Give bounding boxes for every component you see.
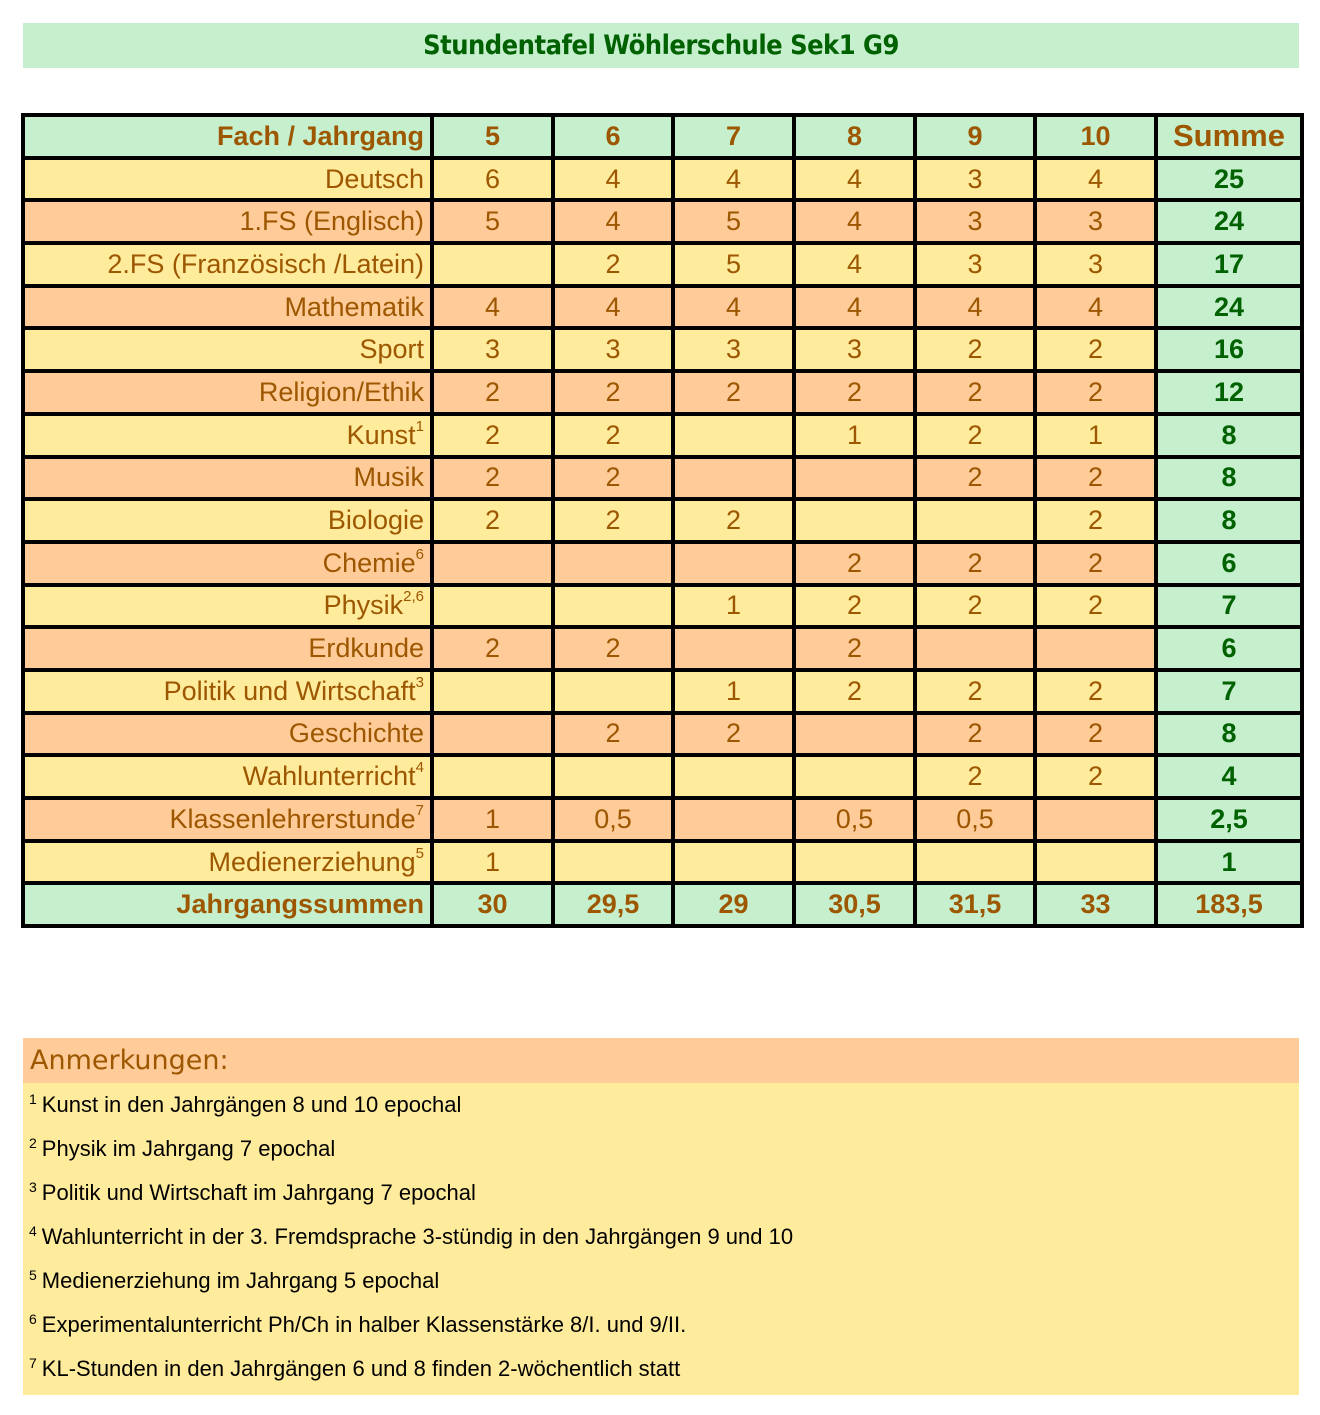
hours-cell: 2	[1035, 371, 1156, 414]
hours-cell	[673, 542, 794, 585]
hours-cell: 2	[1035, 713, 1156, 756]
footnote-marker: 6	[415, 545, 424, 563]
header-grade: 5	[432, 115, 553, 158]
hours-cell	[432, 243, 553, 286]
subject-cell	[23, 414, 432, 457]
hours-cell	[915, 627, 1035, 670]
hours-cell: 1	[673, 670, 794, 713]
header-grade: 8	[794, 115, 915, 158]
hours-cell: 2	[432, 414, 553, 457]
hours-cell: 4	[915, 286, 1035, 329]
hours-cell	[915, 841, 1035, 884]
note-item	[23, 1083, 1299, 1127]
hours-cell: 2	[432, 371, 553, 414]
hours-cell: 2	[553, 499, 673, 542]
subject-cell	[23, 243, 432, 286]
hours-cell: 2	[915, 371, 1035, 414]
hours-cell: 5	[673, 200, 794, 243]
row-sum-cell: 12	[1156, 371, 1302, 414]
page-title: Stundentafel Wöhlerschule Sek1 G9	[423, 30, 899, 61]
hours-cell: 2	[794, 627, 915, 670]
subject-cell	[23, 841, 432, 884]
hours-cell: 2	[553, 243, 673, 286]
subject-cell	[23, 200, 432, 243]
note-text: Kunst in den Jahrgängen 8 und 10 epochal	[41, 1092, 462, 1117]
note-item	[23, 1303, 1299, 1347]
note-number: 3	[29, 1179, 37, 1195]
hours-cell: 2	[553, 627, 673, 670]
hours-cell: 2	[794, 542, 915, 585]
grade-total-cell: 31,5	[915, 883, 1035, 926]
hours-cell: 2	[673, 499, 794, 542]
hours-cell: 2	[673, 713, 794, 756]
row-sum-cell: 1	[1156, 841, 1302, 884]
title-bar	[23, 23, 1299, 68]
hours-cell	[794, 755, 915, 798]
table-row	[23, 670, 1302, 713]
row-sum-cell: 16	[1156, 328, 1302, 371]
hours-cell: 4	[794, 286, 915, 329]
table-row	[23, 798, 1302, 841]
hours-cell: 2	[432, 457, 553, 500]
hours-cell: 3	[915, 243, 1035, 286]
subject-cell	[23, 670, 432, 713]
table-row	[23, 328, 1302, 371]
row-sum-cell: 8	[1156, 713, 1302, 756]
subject-cell	[23, 371, 432, 414]
hours-cell: 4	[794, 158, 915, 201]
subject-label: Chemie	[322, 547, 416, 578]
hours-cell: 2	[794, 670, 915, 713]
hours-cell	[673, 627, 794, 670]
hours-cell: 3	[915, 158, 1035, 201]
grand-total-cell: 183,5	[1156, 883, 1302, 926]
hours-cell: 2	[1035, 457, 1156, 500]
notes-list	[23, 1083, 1299, 1391]
row-sum-cell: 8	[1156, 499, 1302, 542]
subject-label: Deutsch	[324, 163, 424, 194]
hours-cell: 6	[432, 158, 553, 201]
hours-cell: 0,5	[553, 798, 673, 841]
hours-cell	[673, 414, 794, 457]
table-row	[23, 713, 1302, 756]
hours-cell: 5	[673, 243, 794, 286]
hours-cell: 2	[915, 755, 1035, 798]
hours-cell: 2	[553, 371, 673, 414]
subject-label: Medienerziehung	[208, 846, 416, 877]
hours-cell: 3	[673, 328, 794, 371]
hours-cell	[794, 841, 915, 884]
subject-label: Musik	[353, 462, 424, 493]
note-item	[23, 1127, 1299, 1171]
hours-cell: 0,5	[794, 798, 915, 841]
hours-cell: 2	[915, 585, 1035, 628]
hours-cell: 2	[1035, 670, 1156, 713]
subject-label: Biologie	[327, 505, 424, 536]
notes-heading: Anmerkungen:	[23, 1038, 1299, 1083]
hours-cell	[673, 798, 794, 841]
hours-cell	[432, 755, 553, 798]
hours-cell: 3	[794, 328, 915, 371]
hours-cell	[432, 585, 553, 628]
subject-label: Religion/Ethik	[258, 376, 424, 407]
row-sum-cell: 7	[1156, 585, 1302, 628]
note-item	[23, 1347, 1299, 1391]
footnote-marker: 2,6	[403, 588, 424, 606]
subject-cell	[23, 713, 432, 756]
hours-cell: 2	[915, 542, 1035, 585]
hours-cell	[1035, 798, 1156, 841]
row-sum-cell: 8	[1156, 414, 1302, 457]
row-sum-cell: 6	[1156, 627, 1302, 670]
hours-cell: 4	[553, 158, 673, 201]
hours-cell	[794, 713, 915, 756]
row-sum-cell: 25	[1156, 158, 1302, 201]
hours-cell: 4	[432, 286, 553, 329]
header-sum: Summe	[1156, 115, 1302, 158]
hours-cell: 1	[432, 841, 553, 884]
hours-cell: 1	[432, 798, 553, 841]
hours-cell: 2	[553, 457, 673, 500]
notes-box	[23, 1038, 1299, 1395]
note-number: 7	[29, 1355, 37, 1371]
hours-cell	[915, 499, 1035, 542]
header-grade: 7	[673, 115, 794, 158]
grade-total-cell: 30,5	[794, 883, 915, 926]
subject-cell	[23, 627, 432, 670]
footnote-marker: 7	[415, 801, 424, 819]
row-sum-cell: 8	[1156, 457, 1302, 500]
subject-cell	[23, 798, 432, 841]
note-item	[23, 1259, 1299, 1303]
subject-label: 1.FS (Englisch)	[239, 206, 424, 237]
hours-cell: 2	[432, 627, 553, 670]
footnote-marker: 4	[415, 759, 424, 777]
table-row	[23, 414, 1302, 457]
footnote-marker: 5	[415, 844, 424, 862]
table-row	[23, 158, 1302, 201]
hours-cell	[432, 542, 553, 585]
table-row	[23, 627, 1302, 670]
footnote-marker: 1	[415, 417, 424, 435]
note-text: Wahlunterricht in der 3. Fremdsprache 3-stündig in den Jahrgängen 9 und 10	[41, 1224, 794, 1249]
table-row	[23, 371, 1302, 414]
subject-label: Politik und Wirtschaft	[163, 675, 416, 706]
table-row	[23, 243, 1302, 286]
subject-label: 2.FS (Französisch /Latein)	[107, 248, 424, 279]
hours-cell	[553, 841, 673, 884]
subject-label: Physik	[323, 590, 404, 621]
subject-cell	[23, 542, 432, 585]
hours-cell: 2	[553, 414, 673, 457]
hours-cell: 2	[1035, 499, 1156, 542]
hours-cell: 1	[673, 585, 794, 628]
note-text: Physik im Jahrgang 7 epochal	[41, 1136, 336, 1161]
hours-cell: 2	[915, 414, 1035, 457]
note-text: Experimentalunterricht Ph/Ch in halber Klassenstärke 8/I. und 9/II.	[41, 1312, 687, 1337]
hours-cell: 3	[432, 328, 553, 371]
table-row	[23, 585, 1302, 628]
grade-total-cell: 30	[432, 883, 553, 926]
hours-cell: 2	[553, 713, 673, 756]
subject-cell	[23, 457, 432, 500]
row-sum-cell: 24	[1156, 286, 1302, 329]
subject-label: Erdkunde	[308, 633, 424, 664]
row-sum-cell: 2,5	[1156, 798, 1302, 841]
hours-cell: 3	[553, 328, 673, 371]
row-sum-cell: 7	[1156, 670, 1302, 713]
totals-row	[23, 883, 1302, 926]
hours-cell: 2	[915, 713, 1035, 756]
hours-cell: 2	[673, 371, 794, 414]
hours-cell: 4	[553, 286, 673, 329]
hours-cell	[432, 713, 553, 756]
hours-cell	[673, 457, 794, 500]
subject-cell	[23, 158, 432, 201]
hours-cell: 2	[1035, 585, 1156, 628]
hours-cell: 2	[915, 328, 1035, 371]
subject-label: Sport	[359, 334, 424, 365]
hours-cell	[673, 841, 794, 884]
note-text: Politik und Wirtschaft im Jahrgang 7 epochal	[41, 1180, 476, 1205]
row-sum-cell: 17	[1156, 243, 1302, 286]
timetable	[21, 113, 1304, 928]
hours-cell: 2	[1035, 755, 1156, 798]
hours-cell	[553, 585, 673, 628]
grade-total-cell: 33	[1035, 883, 1156, 926]
table-row	[23, 542, 1302, 585]
row-sum-cell: 6	[1156, 542, 1302, 585]
header-grade: 6	[553, 115, 673, 158]
note-number: 5	[29, 1267, 37, 1283]
grade-total-cell: 29	[673, 883, 794, 926]
subject-label: Mathematik	[284, 291, 424, 322]
footnote-marker: 3	[415, 673, 424, 691]
hours-cell: 4	[794, 243, 915, 286]
subject-label: Geschichte	[288, 718, 424, 749]
hours-cell: 2	[794, 585, 915, 628]
row-sum-cell: 4	[1156, 755, 1302, 798]
row-sum-cell: 24	[1156, 200, 1302, 243]
hours-cell	[673, 755, 794, 798]
hours-cell: 2	[915, 670, 1035, 713]
hours-cell: 2	[1035, 542, 1156, 585]
hours-cell: 3	[915, 200, 1035, 243]
hours-cell	[1035, 627, 1156, 670]
hours-cell: 2	[794, 371, 915, 414]
hours-cell: 4	[1035, 286, 1156, 329]
subject-cell	[23, 499, 432, 542]
hours-cell: 4	[553, 200, 673, 243]
table-row	[23, 286, 1302, 329]
table-row	[23, 755, 1302, 798]
hours-cell: 2	[432, 499, 553, 542]
grade-total-cell: 29,5	[553, 883, 673, 926]
hours-cell: 4	[673, 286, 794, 329]
hours-cell	[432, 670, 553, 713]
hours-cell	[553, 670, 673, 713]
hours-cell: 4	[1035, 158, 1156, 201]
subject-cell	[23, 755, 432, 798]
subject-cell	[23, 328, 432, 371]
hours-cell: 1	[1035, 414, 1156, 457]
subject-label: Kunst	[346, 419, 416, 450]
header-row	[23, 115, 1302, 158]
table-row	[23, 499, 1302, 542]
hours-cell	[794, 499, 915, 542]
note-number: 4	[29, 1223, 37, 1239]
hours-cell: 0,5	[915, 798, 1035, 841]
hours-cell: 4	[794, 200, 915, 243]
hours-cell	[553, 755, 673, 798]
hours-cell: 3	[1035, 243, 1156, 286]
hours-cell	[553, 542, 673, 585]
note-number: 1	[29, 1091, 37, 1107]
totals-label: Jahrgangssummen	[23, 883, 432, 926]
hours-cell	[1035, 841, 1156, 884]
table-row	[23, 841, 1302, 884]
note-item	[23, 1171, 1299, 1215]
table-row	[23, 457, 1302, 500]
hours-cell: 5	[432, 200, 553, 243]
header-subject: Fach / Jahrgang	[23, 115, 432, 158]
hours-cell: 2	[915, 457, 1035, 500]
subject-cell	[23, 585, 432, 628]
table-row	[23, 200, 1302, 243]
subject-label: Klassenlehrerstunde	[169, 803, 416, 834]
note-number: 2	[29, 1135, 37, 1151]
hours-cell: 3	[1035, 200, 1156, 243]
note-item	[23, 1215, 1299, 1259]
hours-cell	[794, 457, 915, 500]
subject-cell	[23, 286, 432, 329]
hours-cell: 1	[794, 414, 915, 457]
hours-cell: 2	[1035, 328, 1156, 371]
note-text: Medienerziehung im Jahrgang 5 epochal	[41, 1268, 440, 1293]
header-grade: 10	[1035, 115, 1156, 158]
hours-cell: 4	[673, 158, 794, 201]
note-number: 6	[29, 1311, 37, 1327]
header-grade: 9	[915, 115, 1035, 158]
note-text: KL-Stunden in den Jahrgängen 6 und 8 finden 2-wöchentlich statt	[41, 1356, 681, 1381]
subject-label: Wahlunterricht	[242, 761, 416, 792]
